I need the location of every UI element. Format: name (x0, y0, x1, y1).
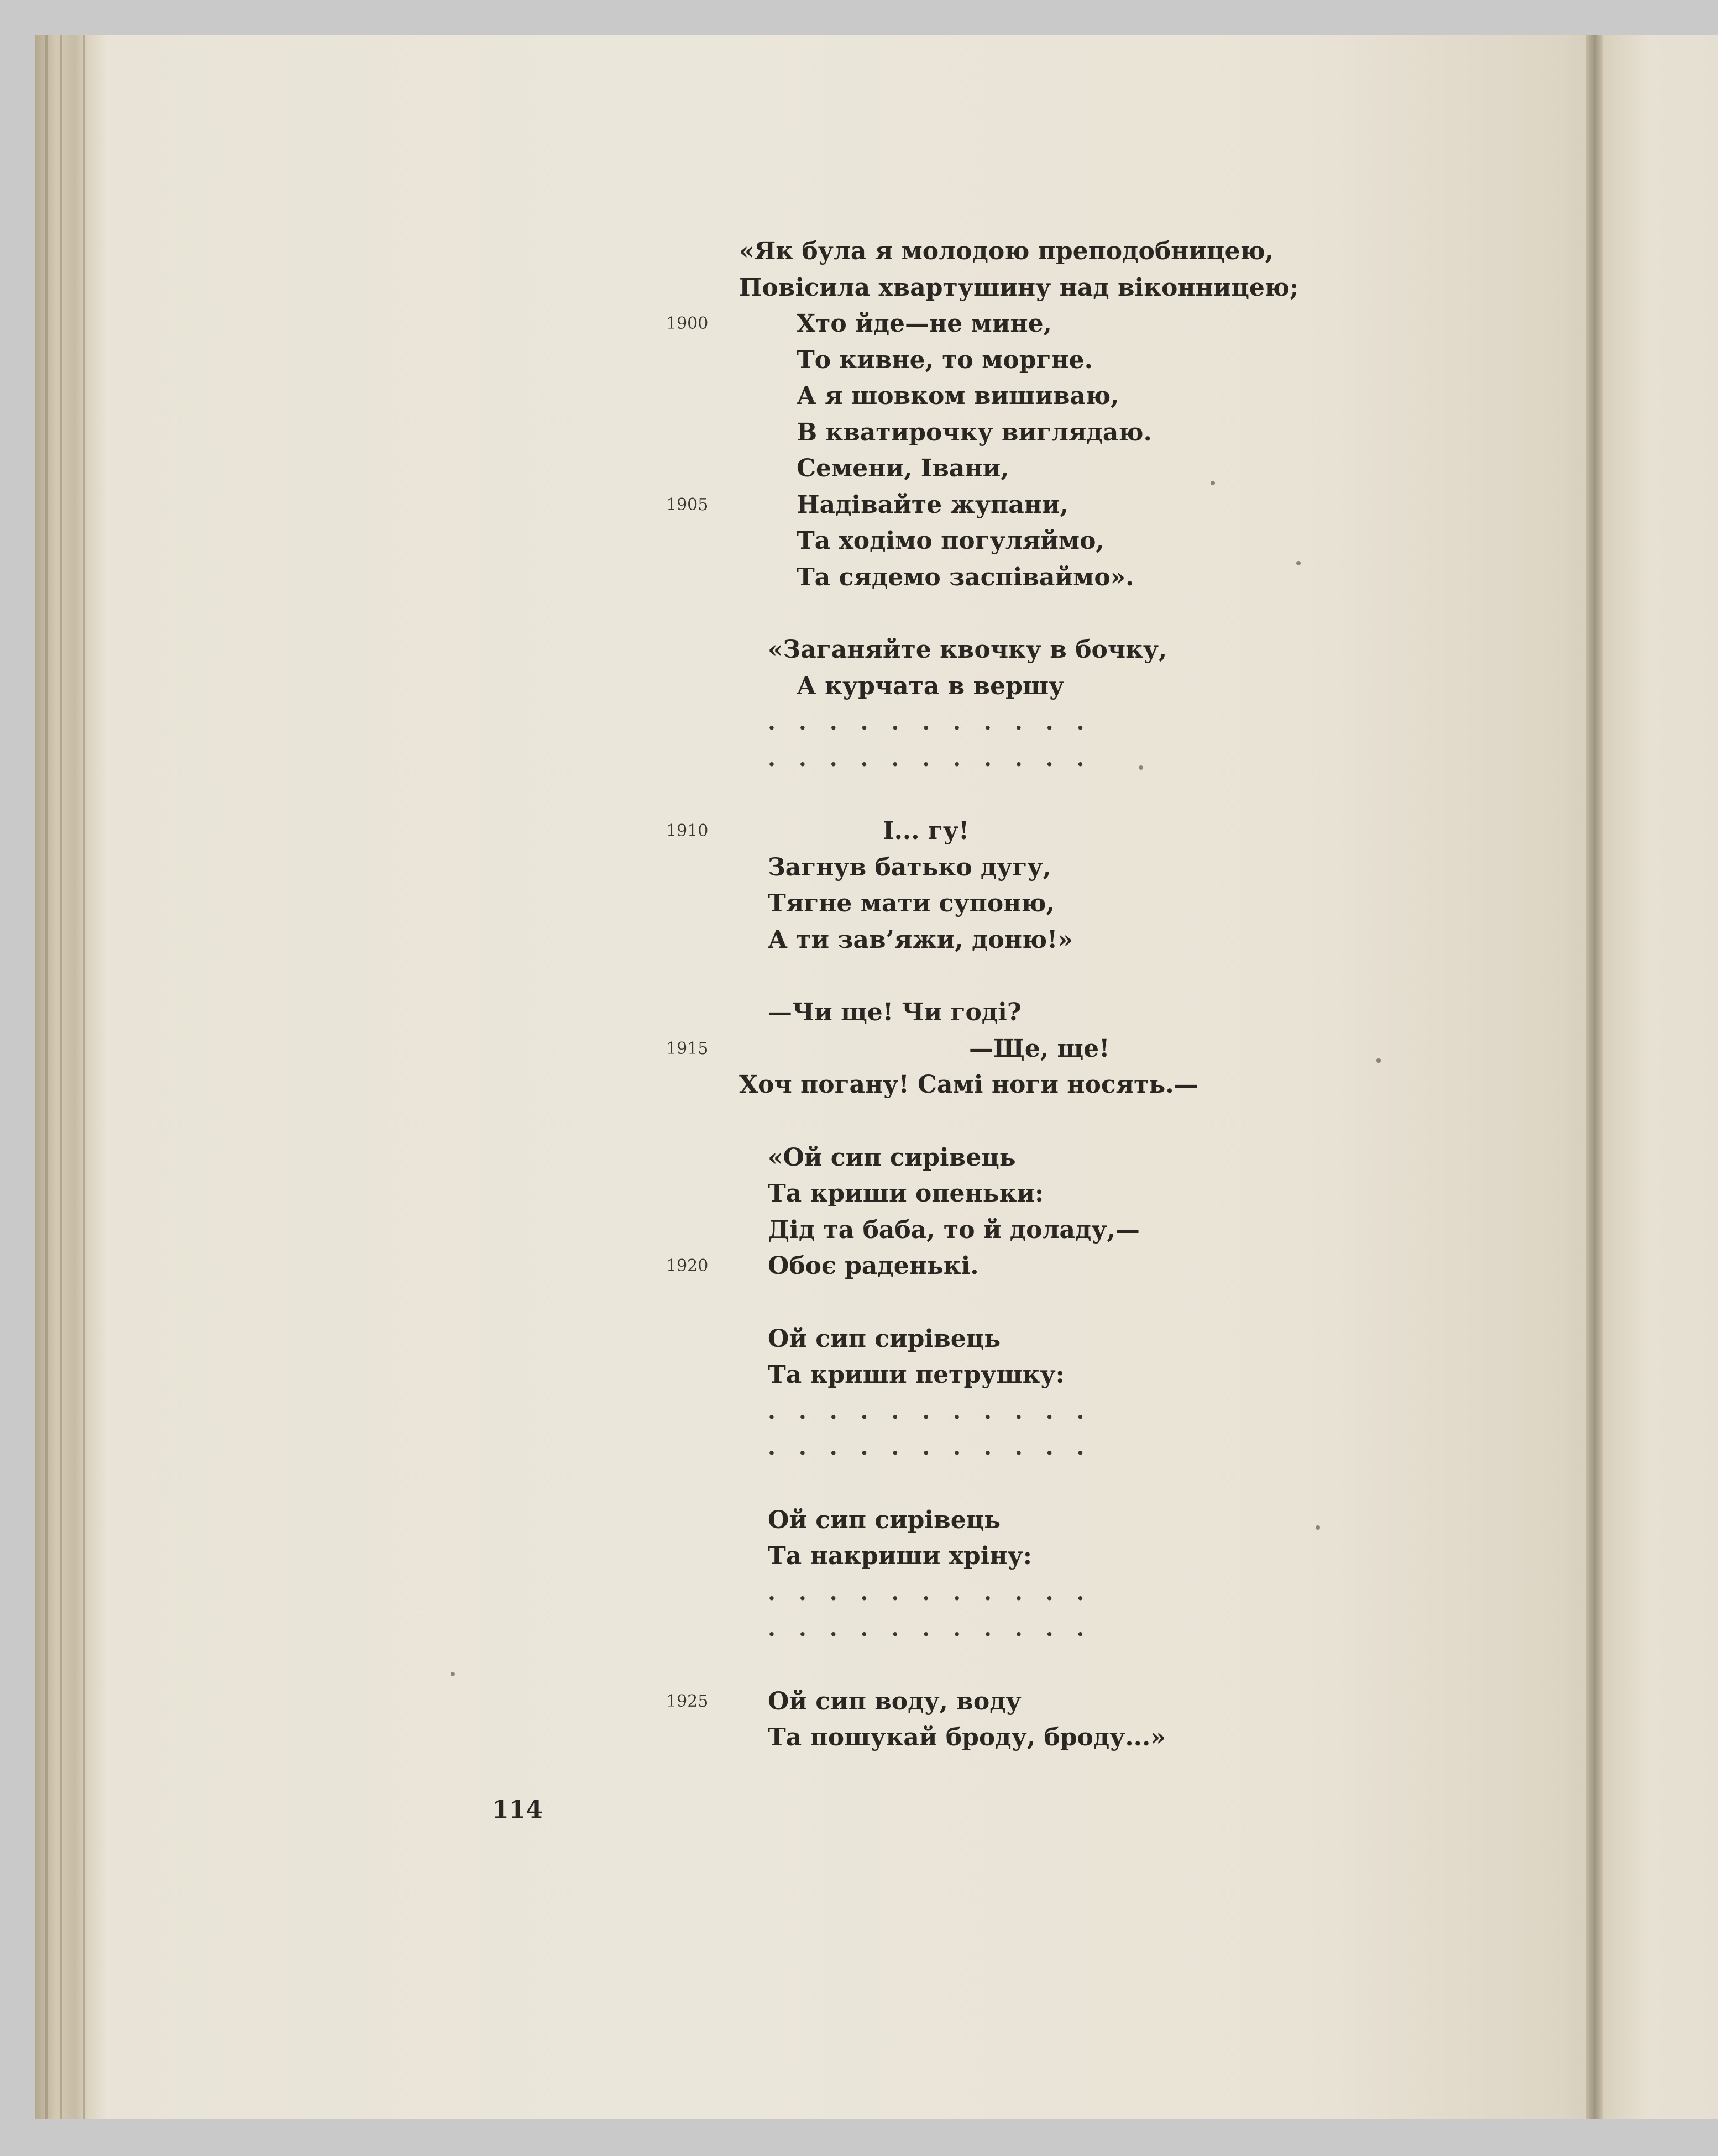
poem-line: Та криши опеньки: (768, 1179, 1044, 1208)
ellipsis-line: . . . . . . . . . . . (768, 709, 1092, 735)
poem-line: —Ще, ще! (969, 1034, 1110, 1063)
poem-line: Та сядемо заспіваймо». (797, 563, 1134, 591)
paper-speck (1139, 765, 1143, 770)
line-number: 1900 (666, 314, 709, 333)
ellipsis-line: . . . . . . . . . . . (768, 745, 1092, 772)
poem-line: То кивне, то моргне. (797, 345, 1093, 374)
ellipsis-line: . . . . . . . . . . . (768, 1615, 1092, 1641)
line-number: 1925 (666, 1691, 709, 1711)
poem-line: Ой сип сирівець (768, 1324, 1001, 1353)
poem-line: Та накриши хріну: (768, 1542, 1033, 1570)
poem-line: «Як була я молодою преподобницею, (739, 237, 1274, 265)
poem-line: А я шовком вишиваю, (797, 382, 1119, 410)
poem-line: А ти зав’яжи, доню!» (768, 925, 1073, 954)
poem-line: Повісила хвартушину над віконницею; (739, 273, 1299, 302)
ellipsis-line: . . . . . . . . . . . (768, 1434, 1092, 1460)
ellipsis-line: . . . . . . . . . . . (768, 1398, 1092, 1424)
ellipsis-line: . . . . . . . . . . . (768, 1579, 1092, 1606)
poem-line: Дід та баба, то й доладу,— (768, 1215, 1140, 1244)
poem-line: Тягне мати супоню, (768, 889, 1055, 917)
poem-line: Хоч погану! Самі ноги носять.— (739, 1071, 1198, 1099)
binding-edge (60, 35, 62, 2119)
poem-line: Загнув батько дугу, (768, 853, 1051, 882)
paper-speck (1296, 561, 1301, 565)
book-spine (1586, 35, 1603, 2119)
poem-line: Обоє раденькі. (768, 1252, 979, 1280)
poem-line: В кватирочку виглядаю. (797, 418, 1152, 447)
poem-line: Ой сип сирівець (768, 1505, 1001, 1534)
paper-speck (451, 1672, 455, 1676)
poem-line: Хто йде—не мине, (797, 310, 1052, 338)
line-number: 1920 (666, 1256, 709, 1276)
facing-page-edge (1603, 35, 1718, 2119)
page-number: 114 (492, 1796, 543, 1824)
paper-speck (1316, 1525, 1320, 1530)
poem-line: І... гу! (883, 817, 970, 845)
poem-line: «Ой сип сирівець (768, 1143, 1016, 1172)
binding-edge (83, 35, 85, 2119)
poem-line: —Чи ще! Чи годі? (768, 998, 1022, 1026)
paper-speck (1211, 481, 1215, 485)
poem-line: Ой сип воду, воду (768, 1687, 1022, 1716)
poem-line: А курчата в вершу (797, 672, 1065, 700)
binding-edge (45, 35, 48, 2119)
poem-line: Та криши петрушку: (768, 1361, 1065, 1389)
poem-line: Надівайте жупани, (797, 490, 1068, 519)
paper-speck (1376, 1058, 1381, 1063)
poem-line: Та ходімо погуляймо, (797, 527, 1104, 555)
poem-line: «Заганяйте квочку в бочку, (768, 636, 1167, 664)
line-number: 1905 (666, 495, 709, 515)
line-number: 1910 (666, 821, 709, 841)
line-number: 1915 (666, 1038, 709, 1058)
poem-line: Та пошукай броду, броду...» (768, 1723, 1166, 1751)
poem-line: Семени, Івани, (797, 454, 1009, 482)
